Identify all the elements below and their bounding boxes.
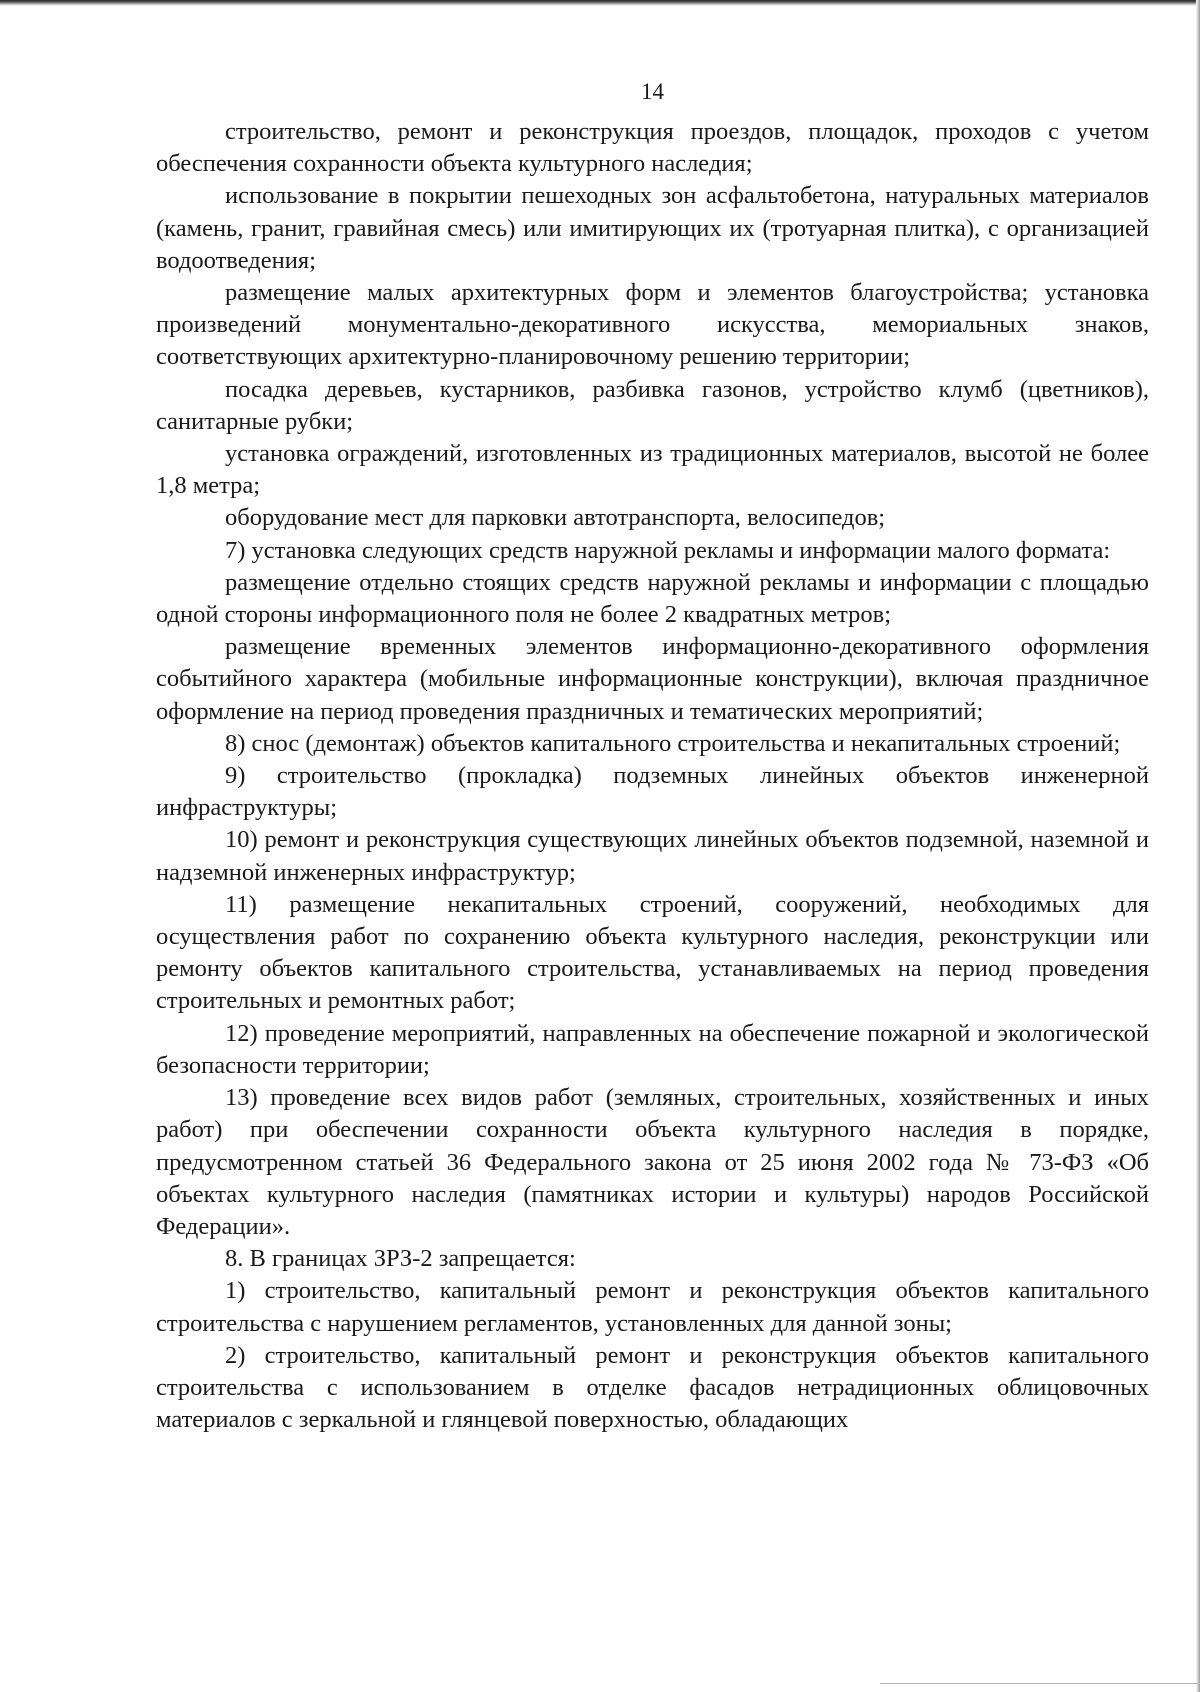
paragraph: 11) размещение некапитальных строений, сооружений, необходимых для осуществления работ по сохранению объекта культурного наследия, реконструкции или ремонту объектов капитального строительства, устанавливаемых на период проведения строительных и ремонтных работ; [156,890,1149,1015]
document-page [156,72,1149,1436]
paragraph: 7) установка следующих средств наружной рекламы и информации малого формата: [225,536,1111,564]
paragraph: 2) строительство, капитальный ремонт и реконструкция объектов капитального строительства с использованием в отделке фасадов нетрадиционных облицовочных материалов с зеркальной и глянцевой поверхностью, обладающих [156,1341,1149,1434]
paragraph: оборудование мест для парковки автотранспорта, велосипедов; [225,504,886,532]
paragraph: посадка деревьев, кустарников, разбивка газонов, устройство клумб (цветников), санитарные рубки; [156,375,1149,435]
scan-line-bottom [880,1683,1200,1684]
paragraph: размещение малых архитектурных форм и элементов благоустройства; установка произведений монументально-декоративного искусства, мемориальных знаков, соответствующих архитектурно-планировочному решению территории; [156,279,1149,371]
section-heading-paragraph: 8. В границах ЗРЗ-2 запрещается: [225,1245,576,1273]
scan-edge-top [0,0,1200,6]
paragraph: строительство, ремонт и реконструкция проездов, площадок, проходов с учетом обеспечения сохранности объекта культурного наследия; [156,118,1149,178]
paragraph: размещение отдельно стоящих средств наружной рекламы и информации с площадью одной стороны информационного поля не более 2 квадратных метров; [156,568,1149,629]
paragraph: 10) ремонт и реконструкция существующих линейных объектов подземной, наземной и надземной инженерных инфраструктур; [156,826,1149,886]
paragraph: 13) проведение всех видов работ (земляных, строительных, хозяйственных и иных работ) при обеспечении сохранности объекта культурного наследия в порядке, предусмотренном статьей 36 Федерального закона от 25 июня 2002 года № 73-ФЗ «Об объектах культурного наследия (памятниках истории и культуры) народов Российской Федерации». [156,1084,1149,1240]
paragraph: использование в покрытии пешеходных зон асфальтобетона, натуральных материалов (камень, гранит, гравийная смесь) или имитирующих их (тротуарная плитка), с организацией водоотведения; [156,182,1149,274]
paragraph: установка ограждений, изготовленных из традиционных материалов, высотой не более 1,8 метра; [156,440,1149,500]
paragraph: 9) строительство (прокладка) подземных линейных объектов инженерной инфраструктуры; [156,762,1149,822]
paragraph: 1) строительство, капитальный ремонт и реконструкция объектов капитального строительства с нарушением регламентов, установленных для данной зоны; [156,1277,1149,1337]
paragraph: размещение временных элементов информационно-декоративного оформления событийного характера (мобильные информационные конструкции), включая праздничное оформление на период проведения праздничных и тематических мероприятий; [156,633,1149,725]
page-number: 14 [641,79,664,104]
scan-edge-right [1196,0,1200,1692]
paragraph: 12) проведение мероприятий, направленных на обеспечение пожарной и экологической безопасности территории; [156,1019,1149,1079]
paragraph: 8) снос (демонтаж) объектов капитального строительства и некапитальных строений; [225,729,1121,757]
